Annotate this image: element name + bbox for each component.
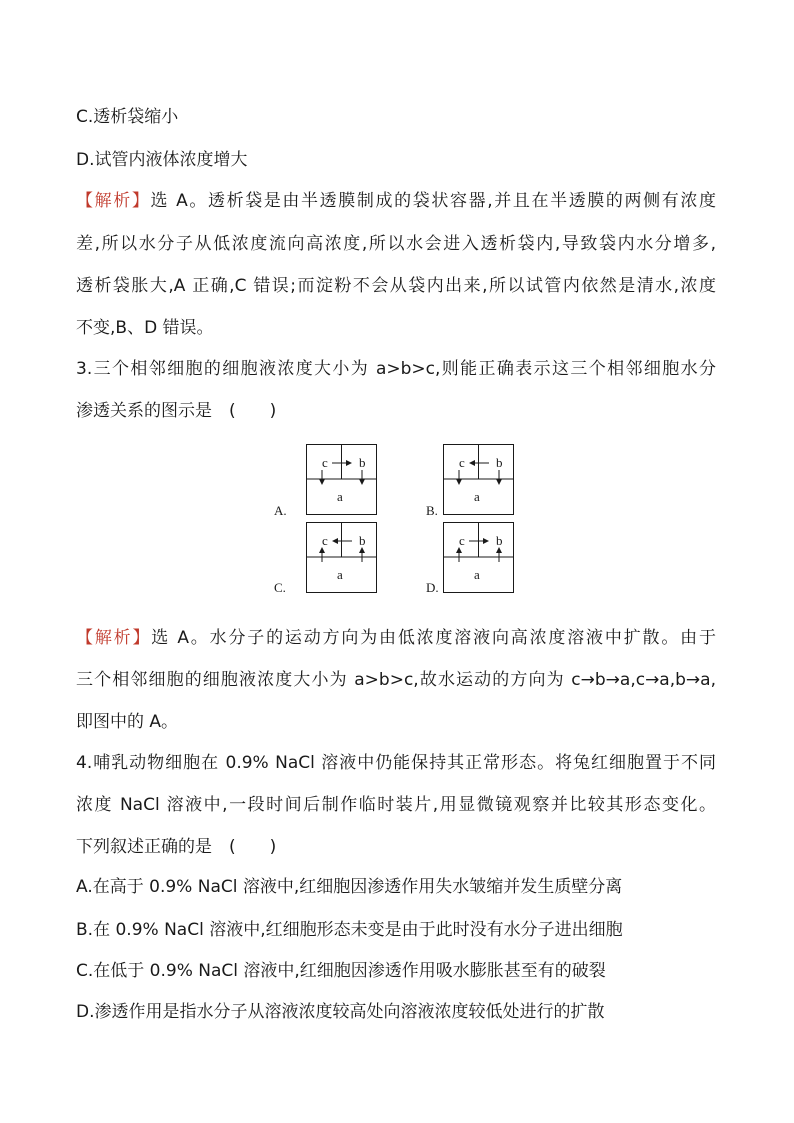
diagram-option-a xyxy=(306,444,378,516)
cell-a: a xyxy=(337,489,343,504)
q3-stem-line2: 渗透关系的图示是 ( ) xyxy=(76,401,277,421)
analysis-tag: 【解析】 xyxy=(76,628,152,648)
q2-analysis-line3: 透析袋胀大,A 正确,C 错误;而淀粉不会从袋内出来,所以试管内依然是清水,浓度 xyxy=(76,276,716,296)
q4-stem-line3: 下列叙述正确的是 ( ) xyxy=(76,837,277,857)
q2-analysis-line1 xyxy=(76,190,716,212)
diagram-option-b xyxy=(443,444,515,516)
q2-option-c: C.透析袋缩小 xyxy=(76,107,179,127)
cell-c: c xyxy=(322,533,328,548)
cell-b: b xyxy=(359,455,366,470)
q4-stem-line2: 浓度 NaCl 溶液中,一段时间后制作临时装片,用显微镜观察并比较其形态变化。 xyxy=(76,795,716,815)
option-c-label: C. xyxy=(274,580,286,595)
analysis-text: 选 A。水分子的运动方向为由低浓度溶液向高浓度溶液中扩散。由于 xyxy=(151,628,716,648)
cell-c: c xyxy=(322,455,328,470)
diagram-option-d xyxy=(443,522,515,594)
analysis-text: 选 A。透析袋是由半透膜制成的袋状容器,并且在半透膜的两侧有浓度 xyxy=(150,191,717,211)
q3-stem-line1: 3.三个相邻细胞的细胞液浓度大小为 a>b>c,则能正确表示这三个相邻细胞水分 xyxy=(76,359,716,379)
q4-option-d: D.渗透作用是指水分子从溶液浓度较高处向溶液浓度较低处进行的扩散 xyxy=(76,1002,605,1022)
option-b-label: B. xyxy=(426,503,438,518)
diagram-option-c xyxy=(306,522,378,594)
cell-c: c xyxy=(459,533,465,548)
cell-a: a xyxy=(337,567,343,582)
cell-b: b xyxy=(496,455,503,470)
option-a-label: A. xyxy=(274,503,287,518)
q4-option-c: C.在低于 0.9% NaCl 溶液中,红细胞因渗透作用吸水膨胀甚至有的破裂 xyxy=(76,961,606,981)
analysis-tag: 【解析】 xyxy=(76,191,151,211)
q4-option-b: B.在 0.9% NaCl 溶液中,红细胞形态未变是由于此时没有水分子进出细胞 xyxy=(76,920,623,940)
cell-b: b xyxy=(359,533,366,548)
cell-c: c xyxy=(459,455,465,470)
q2-analysis-line4: 不变,B、D 错误。 xyxy=(76,318,214,338)
cell-a: a xyxy=(474,567,480,582)
q3-analysis-line2: 三个相邻细胞的细胞液浓度大小为 a>b>c,故水运动的方向为 c→b→a,c→a,b→a, xyxy=(76,670,716,690)
q4-stem-line1: 4.哺乳动物细胞在 0.9% NaCl 溶液中仍能保持其正常形态。将兔红细胞置于不同 xyxy=(76,753,716,773)
cell-b: b xyxy=(496,533,503,548)
q3-analysis-line1 xyxy=(76,627,716,649)
option-d-label: D. xyxy=(426,580,439,595)
q2-option-d: D.试管内液体浓度增大 xyxy=(76,150,248,170)
q3-analysis-line3: 即图中的 A。 xyxy=(76,712,179,732)
q2-analysis-line2: 差,所以水分子从低浓度流向高浓度,所以水会进入透析袋内,导致袋内水分增多, xyxy=(76,234,716,254)
cell-a: a xyxy=(474,489,480,504)
q4-option-a: A.在高于 0.9% NaCl 溶液中,红细胞因渗透作用失水皱缩并发生质壁分离 xyxy=(76,877,623,897)
